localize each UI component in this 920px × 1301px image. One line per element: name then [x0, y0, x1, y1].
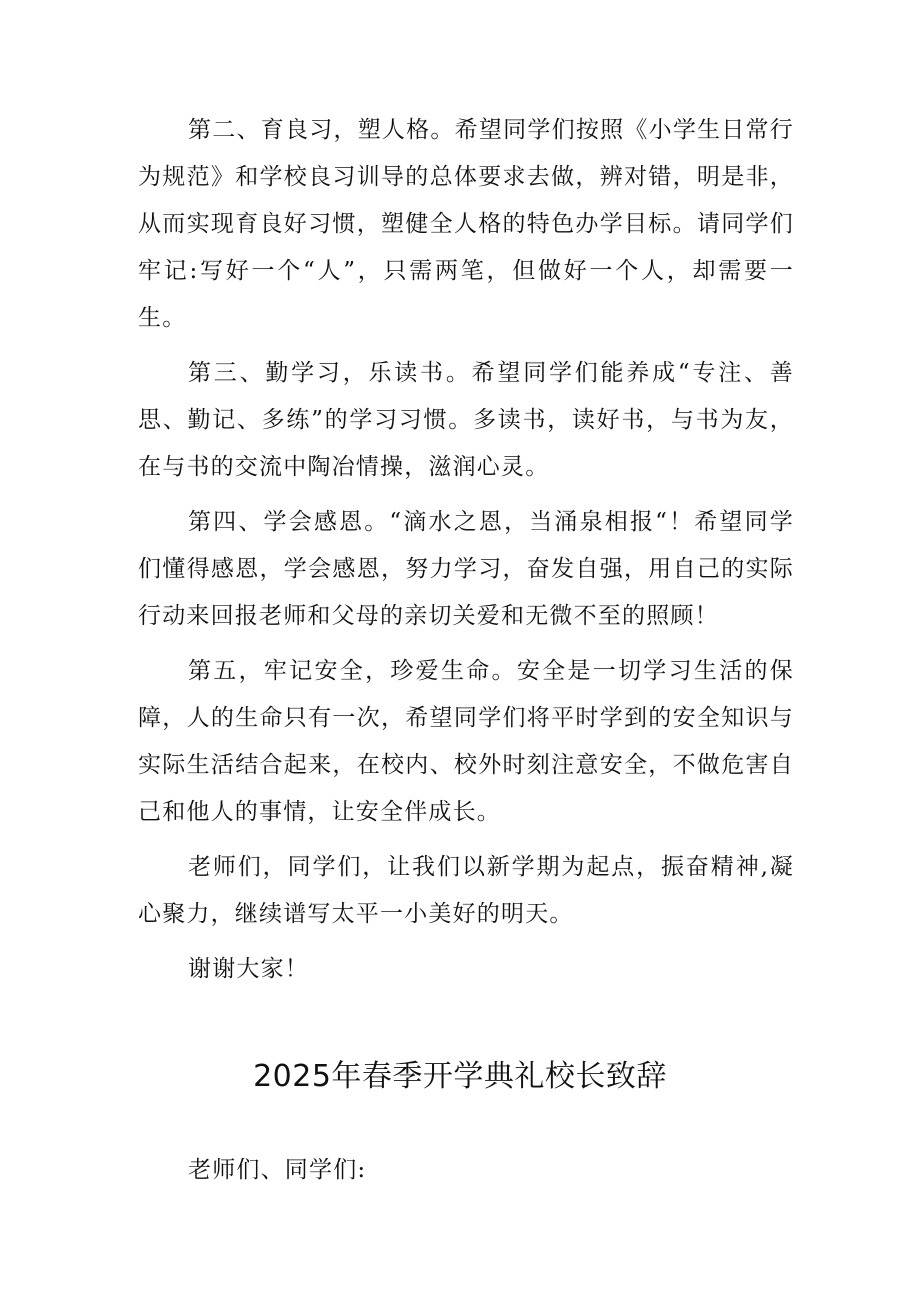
paragraph-study: 第三、勤学习，乐读书。希望同学们能养成“专注、善思、勤记、多练”的学习习惯。多读书，读好书，与书为友，在与书的交流中陶冶情操，滋润心灵。 [138, 360, 794, 480]
paragraph-closing: 老师们，同学们，让我们以新学期为起点，振奋精神,凝心聚力，继续谱写太平一小美好的明天。 [138, 854, 794, 927]
paragraph-habits: 第二、育良习，塑人格。希望同学们按照《小学生日常行为规范》和学校良习训导的总体要求去做，辨对错，明是非，从而实现育良好习惯，塑健全人格的特色办学目标。请同学们牢记:写好一个“人”，只需两笔，但做好一个人，却需要一生。 [138, 117, 794, 331]
paragraph-safety: 第五，牢记安全，珍爱生命。安全是一切学习生活的保障，人的生命只有一次，希望同学们将平时学到的安全知识与实际生活结合起来，在校内、校外时刻注意安全，不做危害自己和他人的事情，让安全伴成长。 [138, 658, 794, 825]
speech-greeting: 老师们、同学们: [188, 1157, 367, 1183]
paragraph-thanks: 谢谢大家！ [188, 956, 309, 982]
speech-title: 2025年春季开学典礼校长致辞 [253, 1059, 667, 1094]
paragraph-gratitude: 第四、学会感恩。“滴水之恩，当涌泉相报“！希望同学们懂得感恩，学会感恩，努力学习，奋发自强，用自己的实际行动来回报老师和父母的亲切关爱和无微不至的照顾！ [138, 509, 794, 629]
speech-body [138, 107, 794, 1001]
